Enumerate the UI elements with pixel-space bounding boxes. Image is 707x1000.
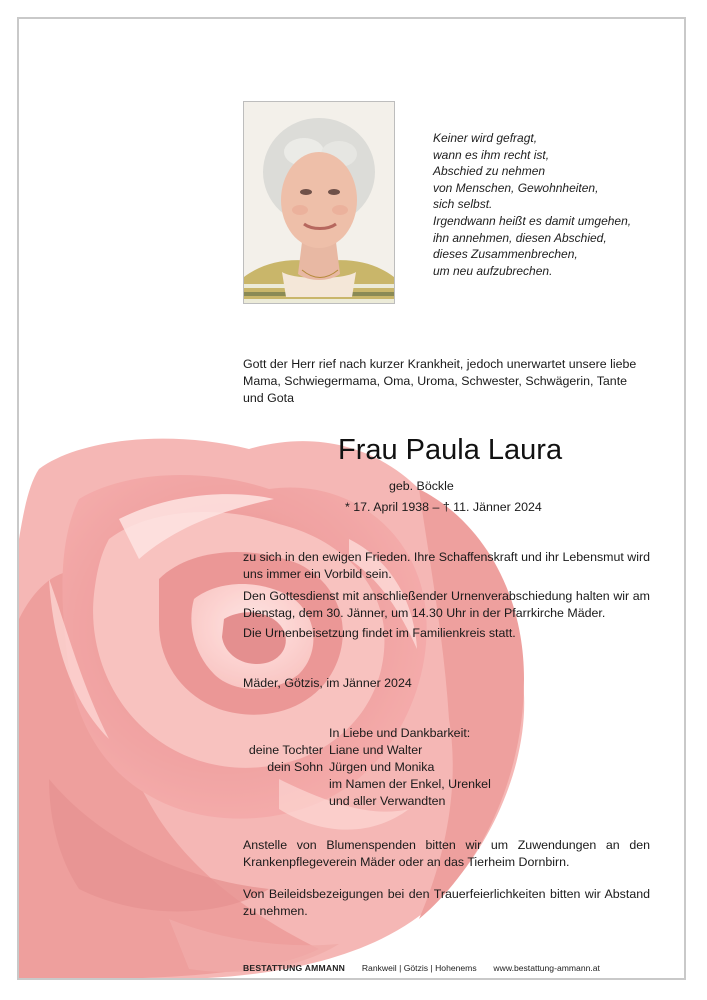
life-dates: * 17. April 1938 – † 11. Jänner 2024 — [345, 500, 542, 514]
signature-role: dein Sohn — [267, 760, 323, 774]
deceased-name — [243, 434, 650, 467]
signature-row — [243, 759, 491, 776]
service-text: Den Gottesdienst mit anschließender Urnenverabschiedung halten wir am Dienstag, dem 30. Jänner, um 14.30 Uhr in der Pfarrkirche Mäder. — [243, 589, 650, 620]
place-date: Mäder, Götzis, im Jänner 2024 — [243, 676, 412, 690]
burial-text: Die Urnenbeisetzung findet im Familienkreis statt. — [243, 626, 516, 640]
closing-text: In Liebe und Dankbarkeit: — [329, 726, 471, 740]
portrait-photo — [243, 101, 395, 304]
signature-names: und aller Verwandten — [329, 794, 446, 808]
peace-text: zu sich in den ewigen Frieden. Ihre Schaffenskraft und ihr Lebensmut wird uns immer ein Vorbild sein. — [243, 550, 650, 581]
poem-line: von Menschen, Gewohnheiten, — [433, 180, 599, 195]
poem — [433, 130, 673, 279]
poem-line: Keiner wird gefragt, — [433, 131, 538, 145]
poem-line: Abschied zu nehmen — [433, 164, 546, 179]
poem-line: um neu aufzubrechen. — [433, 263, 553, 278]
signature-names: im Namen der Enkel, Urenkel — [329, 777, 491, 791]
signature-row — [243, 793, 491, 810]
signatures — [243, 725, 491, 810]
funeral-home-website[interactable]: www.bestattung-ammann.at — [493, 963, 600, 973]
signature-row — [243, 742, 491, 759]
signature-row — [243, 725, 491, 742]
intro-text: Gott der Herr rief nach kurzer Krankheit, jedoch unerwartet unsere liebe Mama, Schwiegermama, Oma, Uroma, Schwester, Schwägerin, Tante und Gota — [243, 357, 637, 405]
footer — [243, 963, 600, 973]
signature-role — [243, 725, 329, 742]
funeral-home-name: BESTATTUNG AMMANN — [243, 963, 346, 973]
signature-names: Liane und Walter — [329, 743, 423, 757]
signature-role — [243, 776, 329, 793]
signature-names: Jürgen und Monika — [329, 760, 435, 774]
funeral-home-locations: Rankweil | Götzis | Hohenems — [361, 963, 477, 973]
birth-name: geb. Böckle — [389, 479, 454, 493]
signature-role: deine Tochter — [248, 743, 323, 757]
signature-role — [243, 793, 329, 810]
obituary-card — [17, 17, 686, 980]
poem-line: sich selbst. — [433, 197, 493, 212]
poem-line: wann es ihm recht ist, — [433, 147, 550, 162]
condolences-text: Von Beileidsbezeigungen bei den Trauerfeierlichkeiten bitten wir Abstand zu nehmen. — [243, 887, 650, 918]
deceased-name-text: Frau Paula Laura — [338, 434, 563, 466]
signature-row — [243, 776, 491, 793]
donations-text: Anstelle von Blumenspenden bitten wir um Zuwendungen an den Krankenpflegeverein Mäder oder an das Tierheim Dornbirn. — [243, 838, 650, 869]
poem-line: Irgendwann heißt es damit umgehen, — [433, 213, 632, 228]
poem-line: ihn annehmen, diesen Abschied, — [433, 230, 607, 245]
poem-line: dieses Zusammenbrechen, — [433, 247, 578, 262]
